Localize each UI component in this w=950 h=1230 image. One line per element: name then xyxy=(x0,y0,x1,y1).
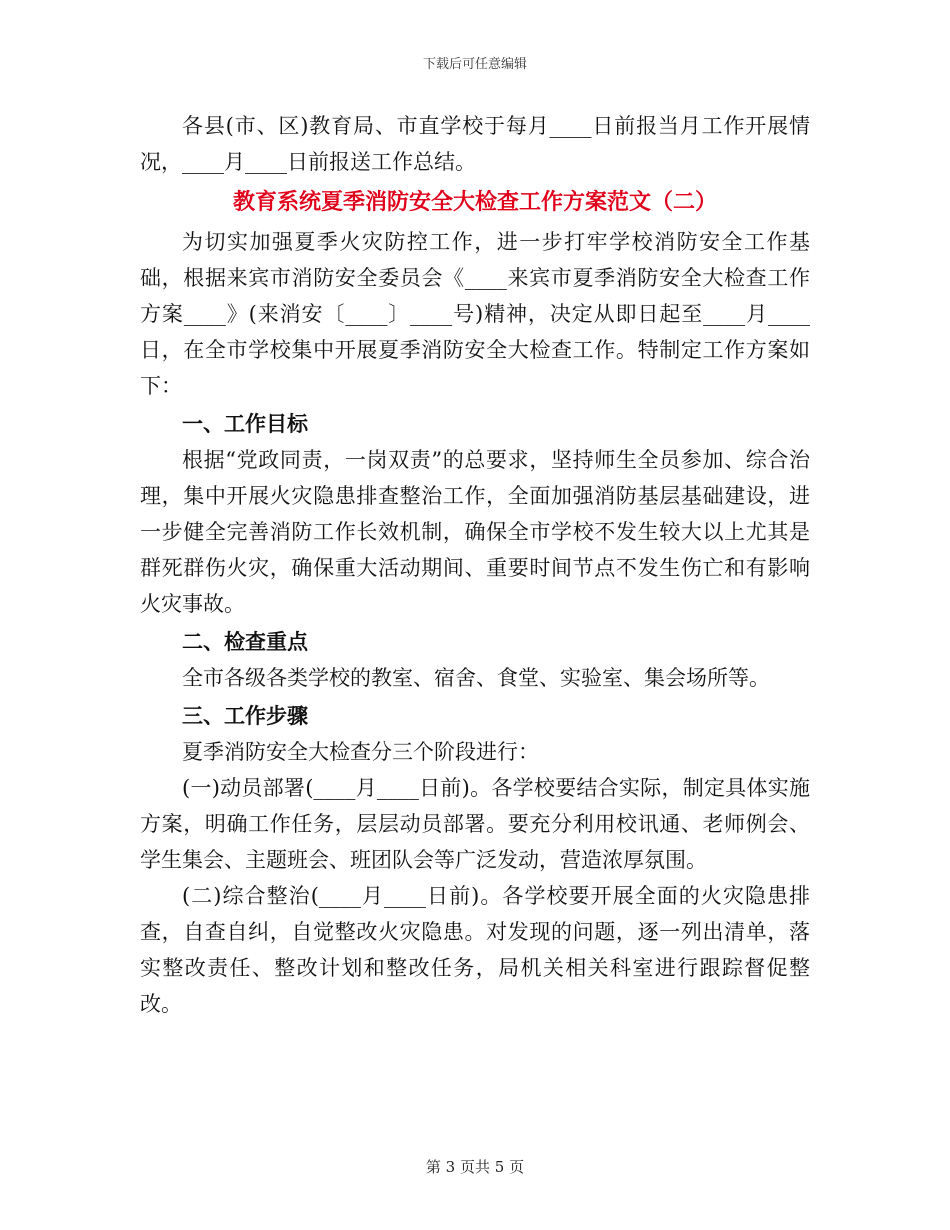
page-header: 下载后可任意编辑 xyxy=(422,57,527,72)
document-body xyxy=(140,108,810,1022)
document-title: 教育系统夏季消防安全大检查工作方案范文（二） xyxy=(232,189,717,215)
paragraph-2: 根据“党政同责，一岗双责”的总要求，坚持师生全员参加、综合治理，集中开展火灾隐患排查整治工作，全面加强消防基层基础建设，进一步健全完善消防工作长效机制，确保全市学校不发生较大以上尤其是群死群伤火灾，确保重大活动期间、重要时间节点不发生伤亡和有影响火灾事故。 xyxy=(140,448,810,616)
paragraph-3: 全市各级各类学校的教室、宿舍、食堂、实验室、集会场所等。 xyxy=(182,666,770,690)
section-heading-focus: 二、检查重点 xyxy=(182,629,308,654)
section-heading-steps: 三、工作步骤 xyxy=(182,703,308,728)
paragraph-5: (一)动员部署(____月____日前)。各学校要结合实际，制定具体实施方案，明确工作任务，层层动员部署。要充分利用校讯通、老师例会、学生集会、主题班会、班团队会等广泛发动，营造浓厚氛围。 xyxy=(140,776,810,872)
paragraph-1: 为切实加强夏季火灾防控工作，进一步打牢学校消防安全工作基础，根据来宾市消防安全委员会《____来宾市夏季消防安全大检查工作方案____》(来消安〔____〕____号)精神，决定从即日起至____月____日，在全市学校集中开展夏季消防安全大检查工作。特制定工作方案如下： xyxy=(140,230,810,398)
intro-paragraph: 各县(市、区)教育局、市直学校于每月____日前报当月工作开展情况，____月____日前报送工作总结。 xyxy=(140,114,810,174)
paragraph-4: 夏季消防安全大检查分三个阶段进行： xyxy=(182,740,539,764)
paragraph-6: (二)综合整治(____月____日前)。各学校要开展全面的火灾隐患排查，自查自纠，自觉整改火灾隐患。对发现的问题，逐一列出清单，落实整改责任、整改计划和整改任务，局机关相关科室进行跟踪督促整改。 xyxy=(140,884,810,1016)
section-heading-goals: 一、工作目标 xyxy=(182,411,308,436)
page-footer: 第 3 页共 5 页 xyxy=(425,1158,525,1176)
